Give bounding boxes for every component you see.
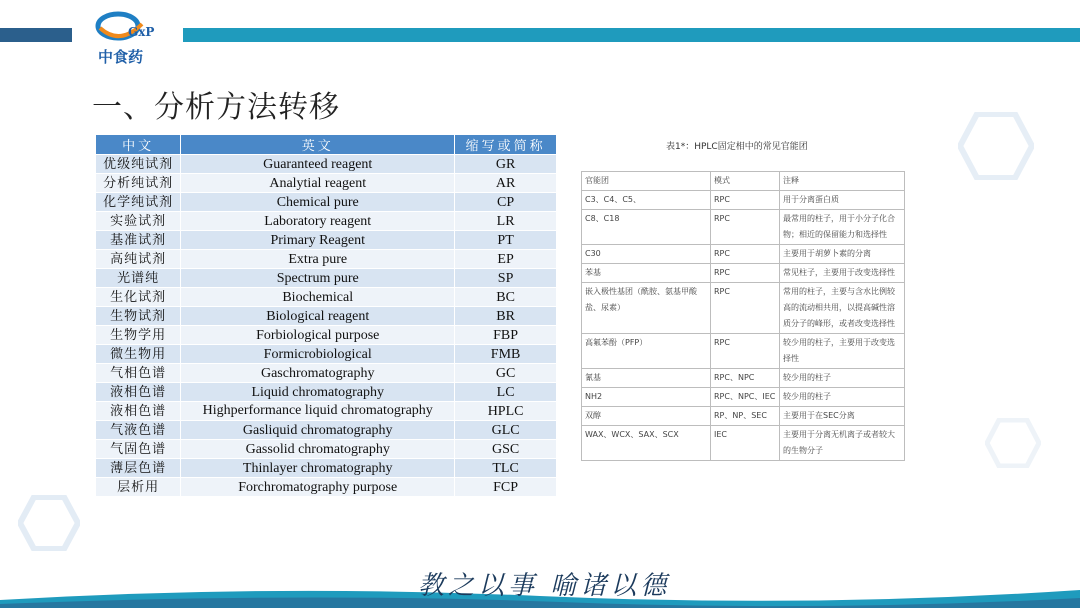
cell-english: Thinlayer chromatography xyxy=(181,459,455,478)
cell-chinese: 基准试剂 xyxy=(96,231,181,250)
cell-chinese: 优级纯试剂 xyxy=(96,155,181,174)
cell-english: Highperformance liquid chromatography xyxy=(181,402,455,421)
cell-english: Primary Reagent xyxy=(181,231,455,250)
cell-english: Biological reagent xyxy=(181,307,455,326)
table-row xyxy=(582,407,905,426)
cell-english: Laboratory reagent xyxy=(181,212,455,231)
col-header-notes: 注释 xyxy=(780,172,905,191)
table-row xyxy=(96,345,557,364)
cell-abbreviation: BR xyxy=(455,307,557,326)
table-row xyxy=(582,245,905,264)
cell-english: Extra pure xyxy=(181,250,455,269)
table-row xyxy=(96,231,557,250)
cell-english: Formicrobiological xyxy=(181,345,455,364)
cell-chinese: 层析用 xyxy=(96,478,181,497)
cell-mode: IEC xyxy=(711,426,780,461)
cell-notes: 常见柱子，主要用于改变选择性 xyxy=(780,264,905,283)
table-row xyxy=(96,421,557,440)
decorative-hexagon xyxy=(985,418,1041,468)
cell-notes: 主要用于在SEC分离 xyxy=(780,407,905,426)
decorative-hexagon xyxy=(18,495,80,551)
cell-english: Forbiological purpose xyxy=(181,326,455,345)
logo-name-cn: 中食药 xyxy=(98,48,144,66)
table-row xyxy=(96,155,557,174)
table-row xyxy=(96,307,557,326)
cell-chinese: 生化试剂 xyxy=(96,288,181,307)
cell-notes: 主要用于分离无机离子或者较大的生物分子 xyxy=(780,426,905,461)
cell-mode: RPC xyxy=(711,264,780,283)
cell-english: Liquid chromatography xyxy=(181,383,455,402)
cell-abbreviation: CP xyxy=(455,193,557,212)
cell-abbreviation: LR xyxy=(455,212,557,231)
cell-abbreviation: GSC xyxy=(455,440,557,459)
cell-english: Gassolid chromatography xyxy=(181,440,455,459)
decorative-hexagon xyxy=(958,112,1034,180)
col-header-english: 英文 xyxy=(181,135,455,155)
cell-abbreviation: FBP xyxy=(455,326,557,345)
cell-mode: RP、NP、SEC xyxy=(711,407,780,426)
cell-mode: RPC、NPC、IEC xyxy=(711,388,780,407)
cell-functional-group: 双醇 xyxy=(582,407,711,426)
cell-abbreviation: LC xyxy=(455,383,557,402)
cell-mode: RPC xyxy=(711,245,780,264)
table-row xyxy=(96,250,557,269)
cell-notes: 最常用的柱子，用于小分子化合物；相近的保留能力和选择性 xyxy=(780,210,905,245)
motto-calligraphy: 教之以事 喻诸以德 xyxy=(418,571,671,601)
cell-english: Gasliquid chromatography xyxy=(181,421,455,440)
company-logo xyxy=(90,6,170,66)
cell-notes: 较少用的柱子 xyxy=(780,369,905,388)
cell-abbreviation: SP xyxy=(455,269,557,288)
cell-abbreviation: FMB xyxy=(455,345,557,364)
cell-notes: 较少用的柱子 xyxy=(780,388,905,407)
col-header-chinese: 中文 xyxy=(96,135,181,155)
table-row xyxy=(582,388,905,407)
cell-notes: 用于分离蛋白质 xyxy=(780,191,905,210)
cell-english: Spectrum pure xyxy=(181,269,455,288)
table-row xyxy=(96,440,557,459)
cell-chinese: 气相色谱 xyxy=(96,364,181,383)
cell-abbreviation: PT xyxy=(455,231,557,250)
table-row xyxy=(96,212,557,231)
cell-english: Gaschromatography xyxy=(181,364,455,383)
cell-chinese: 生物试剂 xyxy=(96,307,181,326)
table-header-row xyxy=(582,172,905,191)
cell-chinese: 生物学用 xyxy=(96,326,181,345)
table-row xyxy=(96,478,557,497)
cell-english: Chemical pure xyxy=(181,193,455,212)
cell-chinese: 高纯试剂 xyxy=(96,250,181,269)
col-header-functional-group: 官能团 xyxy=(582,172,711,191)
cell-functional-group: NH2 xyxy=(582,388,711,407)
cell-abbreviation: GC xyxy=(455,364,557,383)
table-row xyxy=(582,191,905,210)
cell-mode: RPC、NPC xyxy=(711,369,780,388)
cell-functional-group: C8、C18 xyxy=(582,210,711,245)
table-row xyxy=(96,402,557,421)
cell-abbreviation: AR xyxy=(455,174,557,193)
cell-abbreviation: GR xyxy=(455,155,557,174)
table-row xyxy=(96,364,557,383)
cell-functional-group: 氰基 xyxy=(582,369,711,388)
cell-functional-group: 苯基 xyxy=(582,264,711,283)
cell-chinese: 光谱纯 xyxy=(96,269,181,288)
table-row xyxy=(582,334,905,369)
cell-functional-group: 高氟苯酚（PFP） xyxy=(582,334,711,369)
cell-chinese: 微生物用 xyxy=(96,345,181,364)
col-header-abbreviation: 缩写或简称 xyxy=(455,135,557,155)
header-bar-right xyxy=(183,28,1080,42)
cell-chinese: 液相色谱 xyxy=(96,383,181,402)
table-row xyxy=(96,383,557,402)
table-row xyxy=(582,426,905,461)
cell-abbreviation: FCP xyxy=(455,478,557,497)
table-row xyxy=(582,264,905,283)
cell-mode: RPC xyxy=(711,191,780,210)
table-row xyxy=(96,193,557,212)
cell-chinese: 气液色谱 xyxy=(96,421,181,440)
cell-abbreviation: EP xyxy=(455,250,557,269)
cell-notes: 较少用的柱子，主要用于改变选择性 xyxy=(780,334,905,369)
cell-functional-group: 嵌入极性基团（酰胺、氨基甲酸盐、尿素） xyxy=(582,283,711,334)
cell-chinese: 液相色谱 xyxy=(96,402,181,421)
cell-abbreviation: HPLC xyxy=(455,402,557,421)
header-bar-left xyxy=(0,28,72,42)
cell-functional-group: C30 xyxy=(582,245,711,264)
cell-abbreviation: TLC xyxy=(455,459,557,478)
cell-english: Analytial reagent xyxy=(181,174,455,193)
cell-chinese: 薄层色谱 xyxy=(96,459,181,478)
hplc-functional-group-table xyxy=(581,171,905,461)
cell-english: Biochemical xyxy=(181,288,455,307)
slide-title: 一、分析方法转移 xyxy=(92,90,340,125)
cell-chinese: 气固色谱 xyxy=(96,440,181,459)
cell-mode: RPC xyxy=(711,210,780,245)
table-row xyxy=(582,210,905,245)
cell-chinese: 分析纯试剂 xyxy=(96,174,181,193)
col-header-mode: 模式 xyxy=(711,172,780,191)
cell-mode: RPC xyxy=(711,283,780,334)
hplc-table-caption: 表1*：HPLC固定相中的常见官能团 xyxy=(666,142,808,152)
table-row xyxy=(96,288,557,307)
cell-functional-group: C3、C4、C5、 xyxy=(582,191,711,210)
cell-mode: RPC xyxy=(711,334,780,369)
cell-abbreviation: BC xyxy=(455,288,557,307)
cell-notes: 常用的柱子，主要与含水比例较高的流动相共用，以提高碱性溶质分子的峰形，或者改变选择性 xyxy=(780,283,905,334)
cell-chinese: 化学纯试剂 xyxy=(96,193,181,212)
cell-english: Forchromatography purpose xyxy=(181,478,455,497)
table-row xyxy=(582,369,905,388)
table-row xyxy=(96,459,557,478)
table-row xyxy=(96,326,557,345)
table-row xyxy=(96,269,557,288)
cell-abbreviation: GLC xyxy=(455,421,557,440)
logo-brand-text: GxP xyxy=(128,25,155,39)
cell-chinese: 实验试剂 xyxy=(96,212,181,231)
cell-english: Guaranteed reagent xyxy=(181,155,455,174)
cell-functional-group: WAX、WCX、SAX、SCX xyxy=(582,426,711,461)
table-row xyxy=(582,283,905,334)
reagent-grade-table xyxy=(95,134,557,497)
table-row xyxy=(96,174,557,193)
cell-notes: 主要用于胡萝卜素的分离 xyxy=(780,245,905,264)
